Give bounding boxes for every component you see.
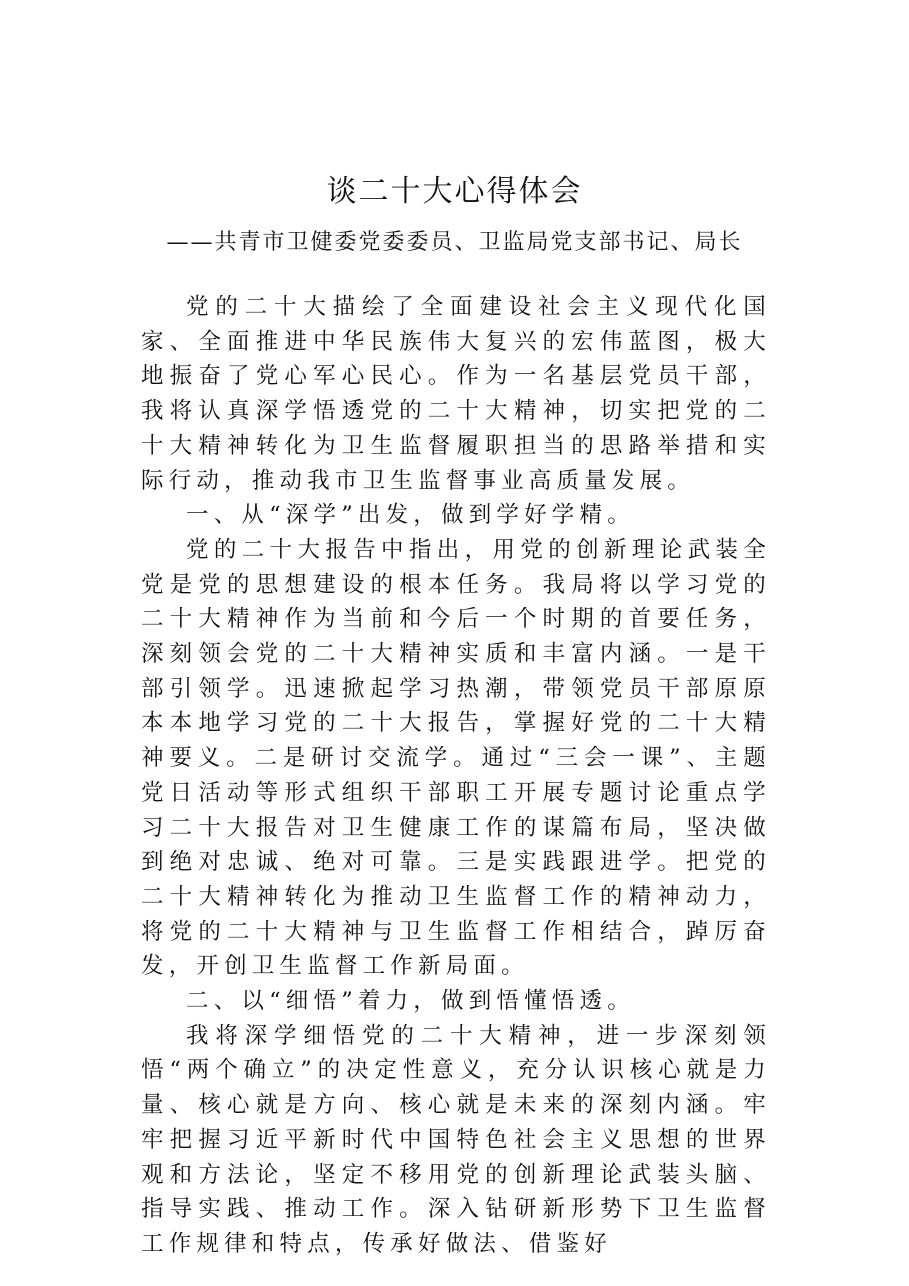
document-body <box>141 290 771 1262</box>
paragraph-intro: 党的二十大描绘了全面建设社会主义现代化国家、全面推进中华民族伟大复兴的宏伟蓝图，极大地振奋了党心军心民心。作为一名基层党员干部，我将认真深学悟透党的二十大精神，切实把党的二十大精神转化为卫生监督履职担当的思路举措和实际行动，推动我市卫生监督事业高质量发展。 <box>141 294 771 494</box>
document-title: 谈二十大心得体会 <box>326 174 583 209</box>
section-heading-2: 二、以“细悟”着力，做到悟懂悟透。 <box>186 988 635 1015</box>
document-subtitle: ——共青市卫健委党委委员、卫监局党支部书记、局长 <box>166 230 743 255</box>
paragraph-section-2: 我将深学细悟党的二十大精神，进一步深刻领悟“两个确立”的决定性意义，充分认识核心就是力量、核心就是方向、核心就是未来的深刻内涵。牢牢把握习近平新时代中国特色社会主义思想的世界观和方法论，坚定不移用党的创新理论武装头脑、指导实践、推动工作。深入钻研新形势下卫生监督工作规律和特点，传承好做法、借鉴好 <box>141 1022 771 1257</box>
section-heading-1: 一、从“深学”出发，做到学好学精。 <box>186 502 635 529</box>
paragraph-section-1: 党的二十大报告中指出，用党的创新理论武装全党是党的思想建设的根本任务。我局将以学习党的二十大精神作为当前和今后一个时期的首要任务，深刻领会党的二十大精神实质和丰富内涵。一是干部引领学。迅速掀起学习热潮，带领党员干部原原本本地学习党的二十大报告，掌握好党的二十大精神要义。二是研讨交流学。通过“三会一课”、主题党日活动等形式组织干部职工开展专题讨论重点学习二十大报告对卫生健康工作的谋篇布局，坚决做到绝对忠诚、绝对可靠。三是实践跟进学。把党的二十大精神转化为推动卫生监督工作的精神动力，将党的二十大精神与卫生监督工作相结合，踔厉奋发，开创卫生监督工作新局面。 <box>141 536 771 980</box>
